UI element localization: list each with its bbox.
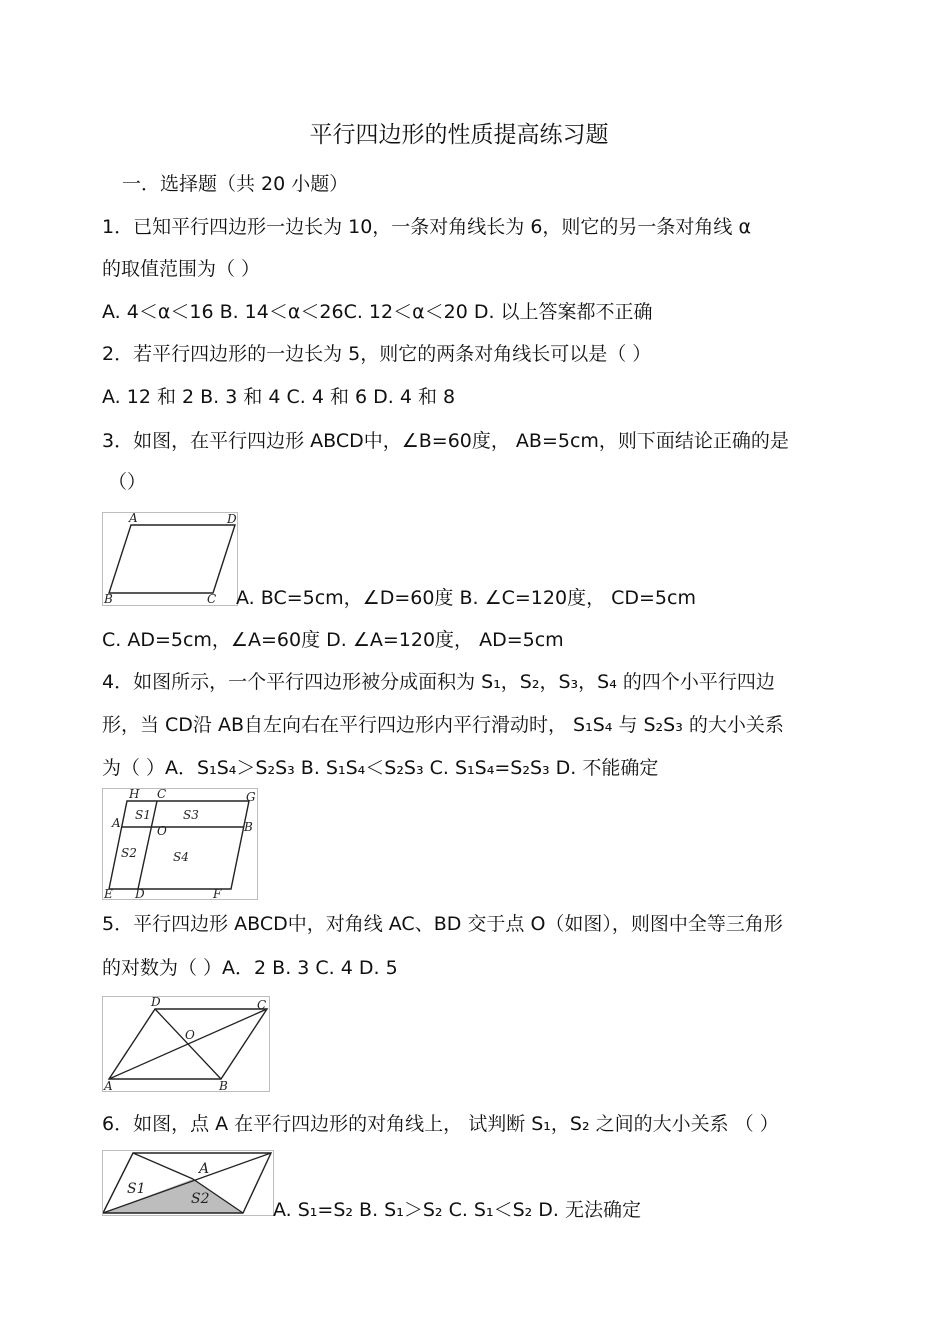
section-heading: 一．选择题（共 20 小题） [122,173,349,195]
q4-label-s2: S2 [121,846,137,860]
q4-stem-line1: 4．如图所示，一个平行四边形被分成面积为 S₁，S₂，S₃，S₄ 的四个小平行四边 [102,671,775,693]
q4-label-b: B [244,820,253,834]
q6-label-a: A [199,1161,210,1177]
q2-options: A. 12 和 2 B. 3 和 4 C. 4 和 6 D. 4 和 8 [102,386,456,408]
q3-options-line1: A. BC=5cm，∠D=60度 B. ∠C=120度， CD=5cm [236,587,696,609]
q6-options: A. S₁=S₂ B. S₁＞S₂ C. S₁＜S₂ D. 无法确定 [273,1199,642,1221]
q4-label-c: C [157,789,167,801]
q4-label-h: H [129,789,140,801]
q1-options: A. 4＜α＜16 B. 14＜α＜26C. 12＜α＜20 D. 以上答案都不正确 [102,301,653,323]
q5-figure [102,996,270,1092]
q3-parallelogram [109,525,235,593]
q4-label-d: D [135,887,145,899]
q5-stem-line1: 5．平行四边形 ABCD中，对角线 AC、BD 交于点 O（如图），则图中全等三角形 [102,913,783,935]
q6-shaded-region [103,1179,243,1213]
q3-figure [102,512,238,606]
q3-label-c: C [207,592,217,605]
q4-outer-parallelogram [109,801,249,889]
q1-stem-line1: 1．已知平行四边形一边长为 10，一条对角线长为 6，则它的另一条对角线 α [102,216,751,238]
q4-label-s3: S3 [183,808,199,822]
q2-stem: 2．若平行四边形的一边长为 5，则它的两条对角线长可以是（ ） [102,343,652,365]
page-title: 平行四边形的性质提高练习题 [309,122,609,148]
q4-stem-line3: 为（ ）A．S₁S₄＞S₂S₃ B. S₁S₄＜S₂S₃ C. S₁S₄=S₂S₃ D. 不能确定 [102,757,659,779]
q3-stem-line2: （） [108,471,147,493]
q3-label-d: D [227,513,237,526]
q4-label-a: A [112,816,121,830]
q5-diagonal-bd [155,1009,221,1079]
q4-label-s4: S4 [173,850,189,864]
q5-label-b: B [219,1079,228,1091]
q4-label-f: F [213,887,222,899]
q5-label-c: C [257,998,267,1012]
q3-label-a: A [129,513,138,525]
q6-figure [102,1150,274,1216]
q6-stem: 6．如图，点 A 在平行四边形的对角线上， 试判断 S₁，S₂ 之间的大小关系 （ ） [102,1113,779,1135]
q4-label-o: O [157,824,167,838]
q5-label-o: O [185,1028,195,1042]
q3-options-line2: C. AD=5cm，∠A=60度 D. ∠A=120度， AD=5cm [102,629,564,651]
q5-label-d: D [151,997,161,1009]
q4-label-g: G [246,790,256,804]
q3-stem-line1: 3．如图，在平行四边形 ABCD中，∠B=60度， AB=5cm，则下面结论正确的是 [102,430,789,452]
q3-label-b: B [104,592,113,605]
q4-figure [102,788,258,900]
q4-stem-line2: 形，当 CD沿 AB自左向右在平行四边形内平行滑动时， S₁S₄ 与 S₂S₃ 的大小关系 [102,714,784,736]
q5-stem-line2: 的对数为（ ）A．2 B. 3 C. 4 D. 5 [102,957,398,979]
q6-label-s1: S1 [127,1181,146,1197]
q4-label-e: E [104,887,113,899]
q1-stem-line2: 的取值范围为（ ） [102,258,261,280]
q5-label-a: A [104,1079,113,1091]
q4-label-s1: S1 [135,808,151,822]
q6-line-to-a-1 [133,1153,193,1179]
q6-label-s2: S2 [191,1191,210,1207]
